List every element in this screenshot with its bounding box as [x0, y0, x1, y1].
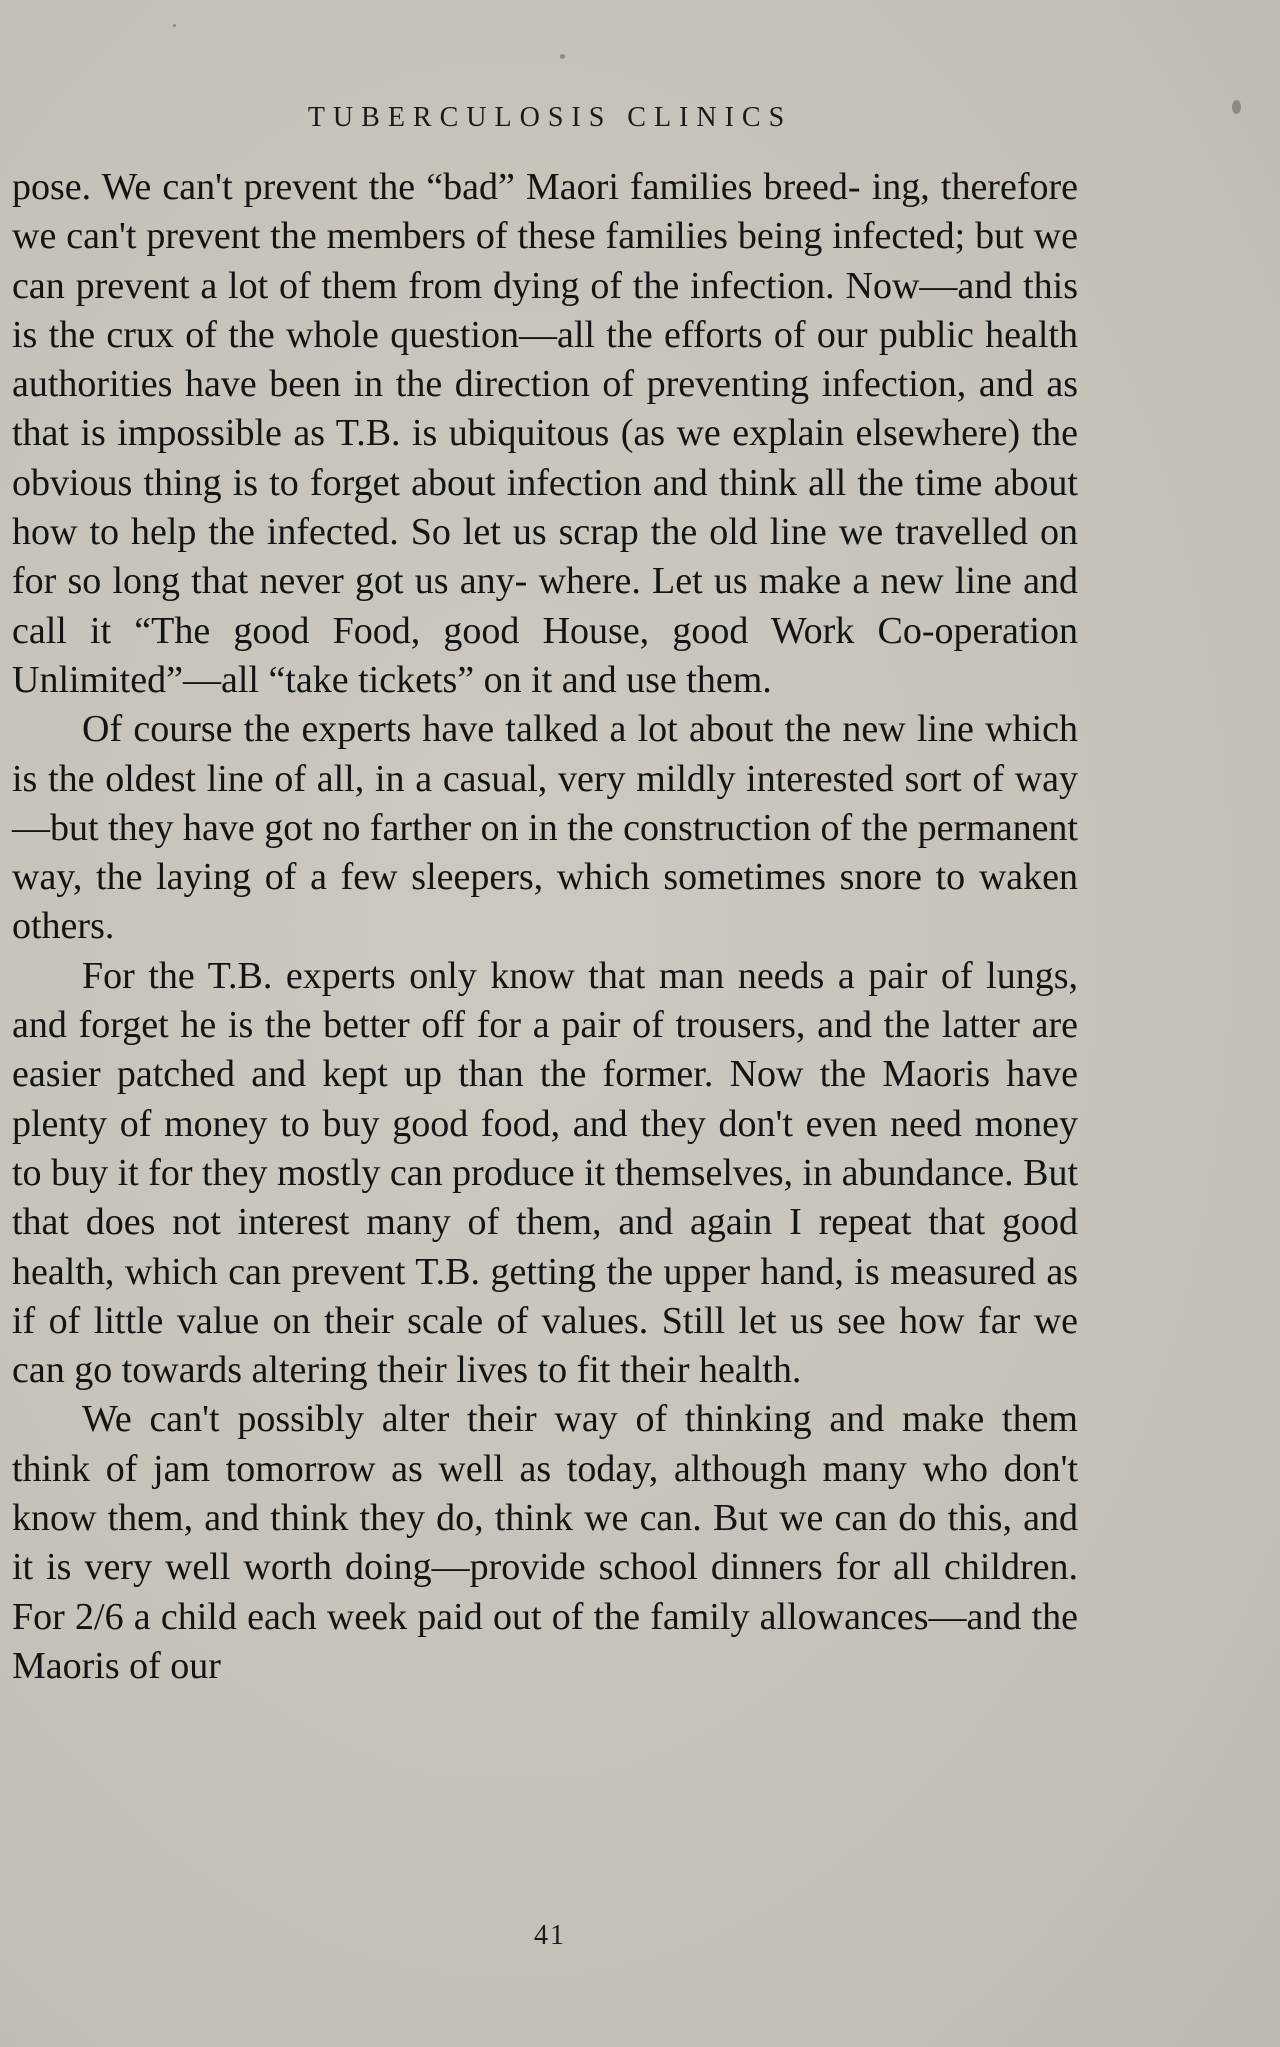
paper-speck	[173, 24, 176, 27]
body-text	[12, 163, 1078, 1691]
paragraph: Of course the experts have talked a lot about the new line which is the oldest line of all, in a casual, very mildly interested sort of way—but they have got no farther on in the construction of the permanent way, the laying of a few sleepers, which sometimes snore to waken others.	[12, 708, 1078, 948]
paragraph: pose. We can't prevent the “bad” Maori families breed- ing, therefore we can't prevent the members of these families being infected; but we can prevent a lot of them from dying of the infection. Now—and this is the crux of the whole question—all the efforts of our public health authorities have been in the direction of preventing infection, and as that is impossible as T.B. is ubiquitous (as we explain elsewhere) the obvious thing is to forget about infection and think all the time about how to help the infected. So let us scrap the old line we travelled on for so long that never got us any- where. Let us make a new line and call it “The good Food, good House, good Work Co-operation Unlimited”—all “take tickets” on it and use them.	[12, 166, 1078, 701]
paragraph: We can't possibly alter their way of thinking and make them think of jam tomorrow as well as today, although many who don't know them, and think they do, think we can. But we can do this, and it is very well worth doing—provide school dinners for all children. For 2/6 a child each week paid out of the family allowances—and the Maoris of our	[12, 1398, 1078, 1687]
page-number: 41	[534, 1920, 566, 1951]
paper-speck	[1232, 100, 1241, 114]
running-head: TUBERCULOSIS CLINICS	[307, 102, 793, 133]
paragraph: For the T.B. experts only know that man needs a pair of lungs, and forget he is the better off for a pair of trousers, and the latter are easier patched and kept up than the former. Now the Maoris have plenty of money to buy good food, and they don't even need money to buy it for they mostly can produce it themselves, in abundance. But that does not interest many of them, and again I repeat that good health, which can prevent T.B. getting the upper hand, is measured as if of little value on their scale of values. Still let us see how far we can go towards altering their lives to fit their health.	[12, 954, 1078, 1392]
paper-speck	[560, 54, 565, 59]
